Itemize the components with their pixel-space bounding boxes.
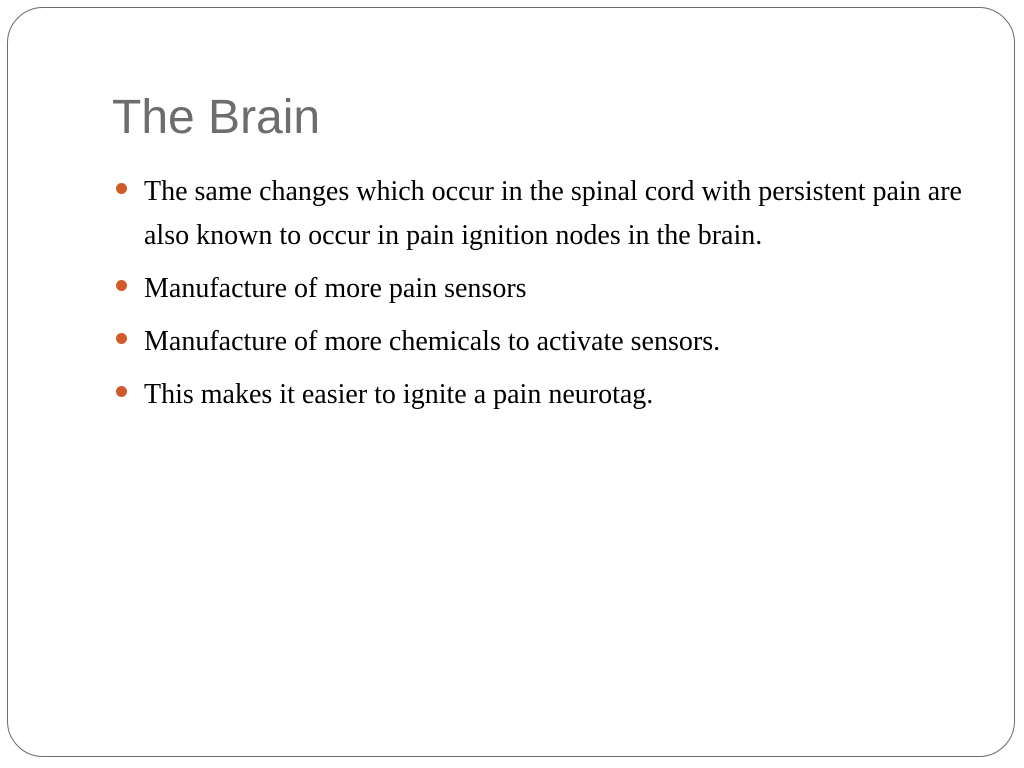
bullet-item: [112, 170, 982, 258]
bullet-text: The same changes which occur in the spinal cord with persistent pain are also known to occur in pain ignition nodes in the brain.: [144, 176, 962, 251]
bullet-dot-icon: [116, 183, 127, 194]
bullet-list: [112, 170, 982, 426]
bullet-item: [112, 320, 982, 364]
bullet-text: This makes it easier to ignite a pain neurotag.: [144, 379, 654, 410]
bullet-item: [112, 267, 982, 311]
bullet-text: Manufacture of more pain sensors: [144, 273, 527, 304]
bullet-dot-icon: [116, 333, 127, 344]
slide-title: The Brain: [112, 91, 321, 144]
bullet-dot-icon: [116, 280, 127, 291]
bullet-item: [112, 373, 982, 417]
bullet-text: Manufacture of more chemicals to activate sensors.: [144, 326, 721, 357]
bullet-dot-icon: [116, 386, 127, 397]
